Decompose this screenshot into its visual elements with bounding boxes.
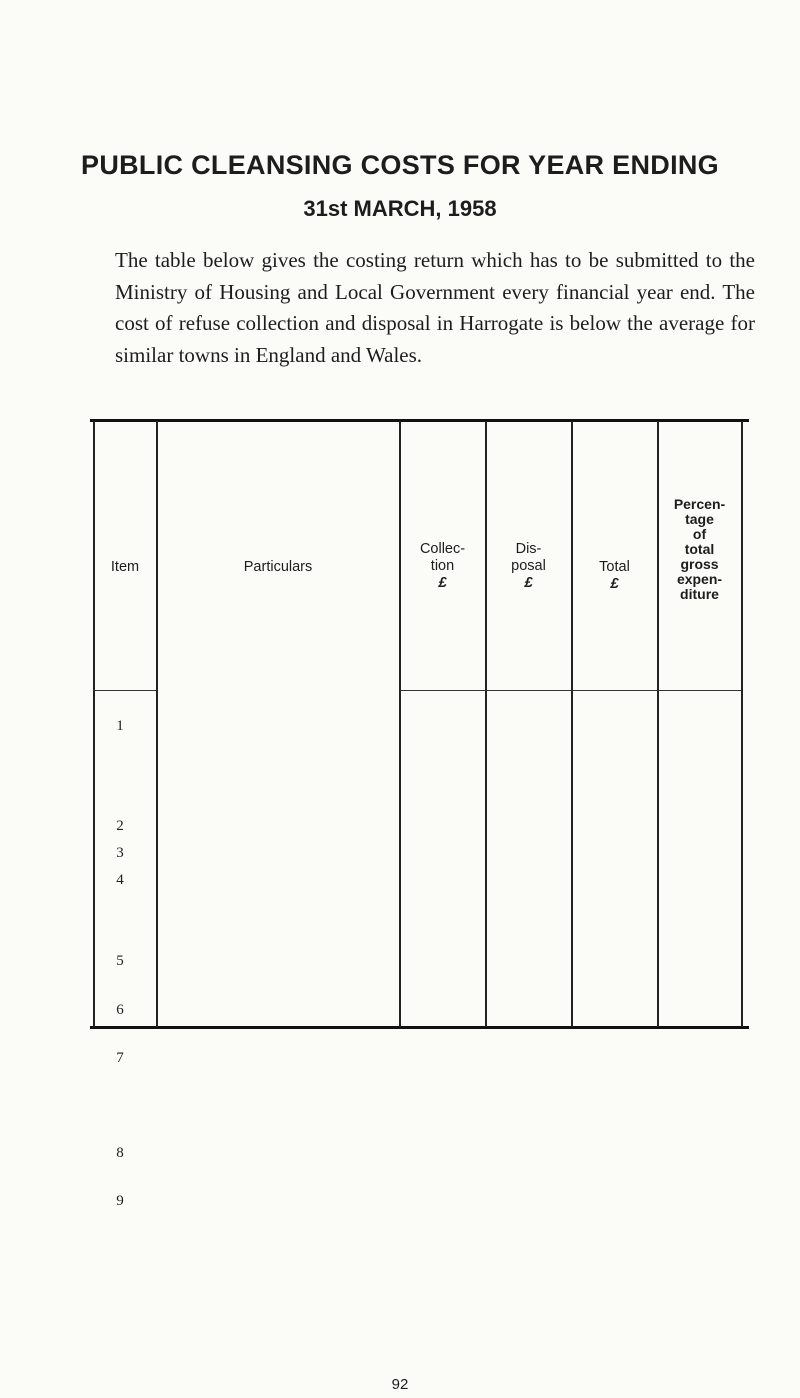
- header-item: Item: [110, 559, 140, 575]
- header-total: Total £: [599, 559, 630, 592]
- item-number: 9: [116, 1193, 124, 1209]
- col-divider: [93, 421, 95, 1027]
- item-number: 7: [116, 1050, 124, 1066]
- header-collection: Collec- tion £: [419, 541, 466, 591]
- page-title: PUBLIC CLEANSING COSTS FOR YEAR ENDING: [81, 150, 719, 180]
- page-subtitle: 31st MARCH, 1958: [303, 196, 497, 221]
- table-bottom-rule: [90, 1026, 749, 1029]
- item-number: 5: [116, 953, 124, 969]
- item-number: 8: [116, 1145, 124, 1161]
- header-particulars: Particulars: [243, 559, 313, 575]
- header-rule: [93, 690, 156, 691]
- item-number: 6: [116, 1002, 124, 1018]
- header-rule: [400, 690, 741, 691]
- page-number: 92: [391, 1376, 409, 1393]
- col-divider: [741, 421, 743, 1027]
- intro-paragraph: The table below gives the costing return which has to be submitted to the Ministry of Housing and Local Government every financial year end. The cost of refuse collection and disposal in Harrogate is below the average for similar towns in England and Wales.: [115, 248, 755, 367]
- header-disposal: Dis- posal £: [511, 541, 546, 591]
- item-number: 2: [116, 818, 124, 834]
- col-divider: [571, 421, 573, 1027]
- col-divider: [156, 421, 158, 1027]
- table-top-rule: [90, 419, 749, 422]
- item-number: 4: [116, 872, 124, 888]
- item-number: 3: [116, 845, 124, 861]
- col-divider: [485, 421, 487, 1027]
- item-number: 1: [116, 718, 124, 734]
- header-percentage: Percen- tage of total gross expen- diture: [673, 496, 726, 602]
- col-divider: [399, 421, 401, 1027]
